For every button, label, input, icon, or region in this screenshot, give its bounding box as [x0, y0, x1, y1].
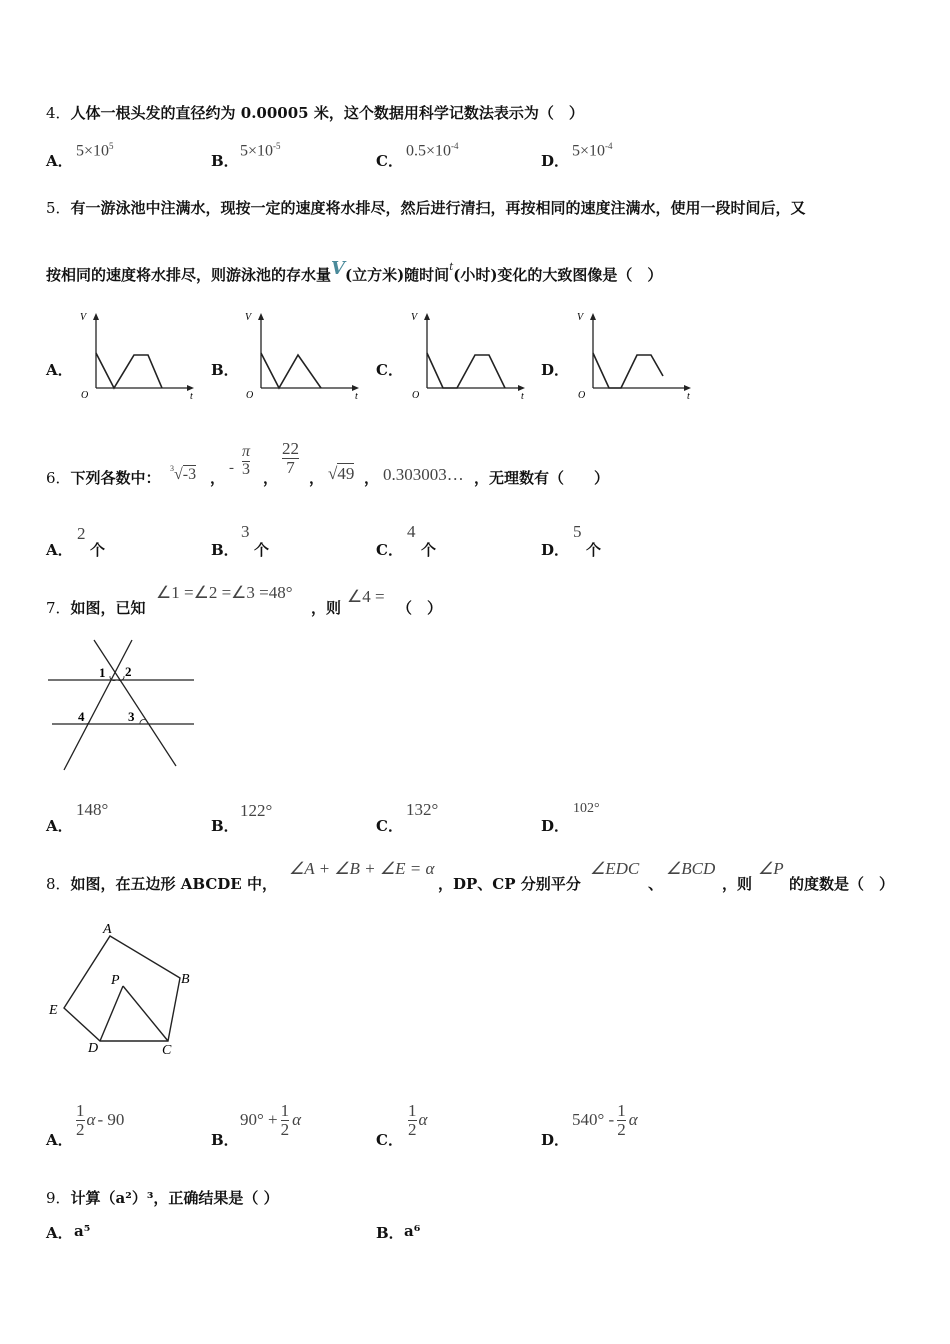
- axis-o-label: O: [578, 390, 586, 401]
- q7-option-b-label[interactable]: B．: [211, 817, 239, 835]
- q4-option-b-label[interactable]: B．: [211, 152, 239, 170]
- q5-var-v: V: [331, 258, 345, 279]
- q7-option-d-label[interactable]: D．: [541, 817, 570, 835]
- q6-option-a-label[interactable]: A．: [46, 541, 73, 559]
- axis-t-label: t: [355, 391, 358, 402]
- q8-option-c-value: $\frac{1}{2}$ α: [408, 1101, 428, 1139]
- q7-option-a-value: 148°: [76, 800, 109, 819]
- q9-option-b-label[interactable]: B．: [376, 1224, 404, 1242]
- q5-graph-a: [76, 308, 201, 403]
- q8-option-a-label[interactable]: A．: [46, 1131, 73, 1149]
- q8-figure: [44, 916, 204, 1061]
- q7-option-b-value: 122°: [240, 801, 273, 820]
- q5-option-c-label[interactable]: C．: [376, 361, 403, 379]
- q6-decimal: 0.303003…: [383, 465, 464, 484]
- volume-curve: [427, 353, 505, 388]
- q6-cube-root: $^3$√-3: [170, 464, 197, 483]
- q5-stem-line1: 5．有一游泳池中注满水，现按一定的速度将水排尽，然后进行清扫，再按相同的速度注满水，使用一段时间后，又: [46, 199, 806, 217]
- q9-option-b-value: a⁶: [404, 1222, 421, 1240]
- q6-option-d-unit: 个: [586, 541, 602, 559]
- q6-sep-2: ，: [263, 469, 279, 487]
- q6-option-b-value: 3: [241, 522, 250, 541]
- q8-option-d-label[interactable]: D．: [541, 1131, 570, 1149]
- q8-option-b-label[interactable]: B．: [211, 1131, 239, 1149]
- q4-option-a-label[interactable]: A．: [46, 152, 73, 170]
- angle-1-label: 1: [99, 665, 106, 680]
- q4-option-b-value: $5\times 10^{-5}$: [240, 141, 281, 160]
- q8-angle-p: ∠P: [758, 859, 784, 878]
- vertex-a-label: A: [103, 922, 112, 937]
- q5-option-b-label[interactable]: B．: [211, 361, 239, 379]
- q6-sep-4: ，: [364, 469, 380, 487]
- q8-suffix: 的度数是（ ）: [789, 875, 895, 893]
- vertex-e-label: E: [49, 1003, 58, 1018]
- q5-var-t: t: [449, 262, 454, 273]
- q5-option-a-label[interactable]: A．: [46, 361, 73, 379]
- q7-option-a-label[interactable]: A．: [46, 817, 73, 835]
- y-arrow-icon: [93, 313, 99, 320]
- q4-option-c-value: $0.5\times 10^{-4}$: [406, 141, 459, 160]
- y-arrow-icon: [590, 313, 596, 320]
- angle-4-label: 4: [78, 709, 85, 724]
- axis-o-label: O: [81, 390, 89, 401]
- axis-v-label: V: [577, 312, 584, 323]
- q7-option-d-value: 102°: [573, 801, 600, 816]
- axis-t-label: t: [687, 391, 690, 402]
- q5-graph-b: [241, 308, 366, 403]
- q6-sqrt-49: √49: [328, 464, 355, 483]
- axis-v-label: V: [411, 312, 418, 323]
- q8-mid-3: ，则: [722, 875, 753, 893]
- volume-curve: [96, 353, 162, 388]
- vertex-b-label: B: [181, 972, 190, 987]
- q6-option-c-value: 4: [407, 522, 416, 541]
- axis-o-label: O: [246, 390, 254, 401]
- q7-mid: ，则: [311, 599, 342, 617]
- axis-t-label: t: [521, 391, 524, 402]
- point-p-label: P: [111, 973, 120, 988]
- q6-option-d-value: 5: [573, 522, 582, 541]
- q8-option-a-value: $\frac{1}{2}$ α - 90: [76, 1101, 125, 1139]
- angle-3-arc: [140, 719, 146, 724]
- q6-option-d-label[interactable]: D．: [541, 541, 570, 559]
- q7-option-c-label[interactable]: C．: [376, 817, 403, 835]
- q4-stem: 4．人体一根头发的直径约为 0.00005 米，这个数据用科学记数法表示为（ ）: [46, 104, 584, 122]
- q6-sep-1: ，: [210, 469, 226, 487]
- axis-t-label: t: [190, 391, 193, 402]
- q6-sep-3: ，: [309, 469, 325, 487]
- y-arrow-icon: [424, 313, 430, 320]
- q4-option-d-value: $5\times 10^{-4}$: [572, 141, 613, 160]
- q5-graph-c: [407, 308, 532, 403]
- q6-fraction-22-7: 22 7: [282, 439, 299, 477]
- segment-dp: [100, 986, 123, 1041]
- q5-graph-d: [573, 308, 698, 403]
- transversal-left: [64, 640, 132, 770]
- q6-option-a-unit: 个: [90, 541, 106, 559]
- axis-v-label: V: [245, 312, 252, 323]
- q8-mid-1: ，DP、CP 分别平分: [438, 875, 581, 893]
- q5-option-d-label[interactable]: D．: [541, 361, 570, 379]
- axis-o-label: O: [412, 390, 420, 401]
- q9-stem: 9．计算（a²）³，正确结果是（ ）: [46, 1189, 279, 1207]
- q6-neg-sign: -: [229, 460, 234, 476]
- q4-option-a-value: $5\times 10^5$: [76, 141, 114, 160]
- q7-ask: ∠4 =: [347, 587, 385, 606]
- q5-stem-line2: 按相同的速度将水排尽，则游泳池的存水量V(立方米)随时间$^t$(小时)变化的大致图像是（ ）: [46, 258, 663, 284]
- vertex-d-label: D: [88, 1041, 99, 1056]
- q7-option-c-value: 132°: [406, 800, 439, 819]
- q6-option-b-label[interactable]: B．: [211, 541, 239, 559]
- q8-condition: ∠A + ∠B + ∠E = α: [289, 859, 435, 878]
- transversal-right: [94, 640, 176, 766]
- vertex-c-label: C: [162, 1043, 172, 1058]
- q6-suffix: ，无理数有（ ）: [474, 469, 610, 487]
- angle-2-label: 2: [125, 664, 132, 679]
- q8-option-b-value: 90° + $\frac{1}{2}$ α: [240, 1101, 302, 1139]
- q9-option-a-label[interactable]: A．: [46, 1224, 73, 1242]
- q6-option-a-value: 2: [77, 524, 86, 543]
- q8-angle-bcd: ∠BCD: [666, 859, 716, 878]
- q6-option-b-unit: 个: [254, 541, 270, 559]
- q8-option-c-label[interactable]: C．: [376, 1131, 403, 1149]
- q6-prefix: 6．下列各数中：: [46, 469, 161, 487]
- q6-neg-pi-over-3: π 3: [242, 443, 251, 478]
- q8-prefix: 8．如图，在五边形 ABCDE 中，: [46, 875, 277, 893]
- q4-option-c-label[interactable]: C．: [376, 152, 403, 170]
- q7-prefix: 7．如图，已知: [46, 599, 146, 617]
- q8-option-d-value: 540° - $\frac{1}{2}$ α: [572, 1101, 638, 1139]
- volume-curve: [593, 353, 663, 388]
- q8-angle-edc: ∠EDC: [590, 859, 640, 878]
- q7-given: ∠1 =∠2 =∠3 =48°: [156, 583, 293, 602]
- q6-option-c-label[interactable]: C．: [376, 541, 403, 559]
- q7-figure: [44, 636, 204, 778]
- angle-3-label: 3: [128, 709, 135, 724]
- y-arrow-icon: [258, 313, 264, 320]
- q8-mid-2: 、: [648, 875, 664, 893]
- q9-option-a-value: a⁵: [74, 1222, 91, 1240]
- segment-cp: [123, 986, 168, 1041]
- q6-option-c-unit: 个: [421, 541, 437, 559]
- volume-curve: [261, 353, 321, 388]
- q4-option-d-label[interactable]: D．: [541, 152, 570, 170]
- q7-suffix: （ ）: [397, 599, 443, 617]
- axis-v-label: V: [80, 312, 87, 323]
